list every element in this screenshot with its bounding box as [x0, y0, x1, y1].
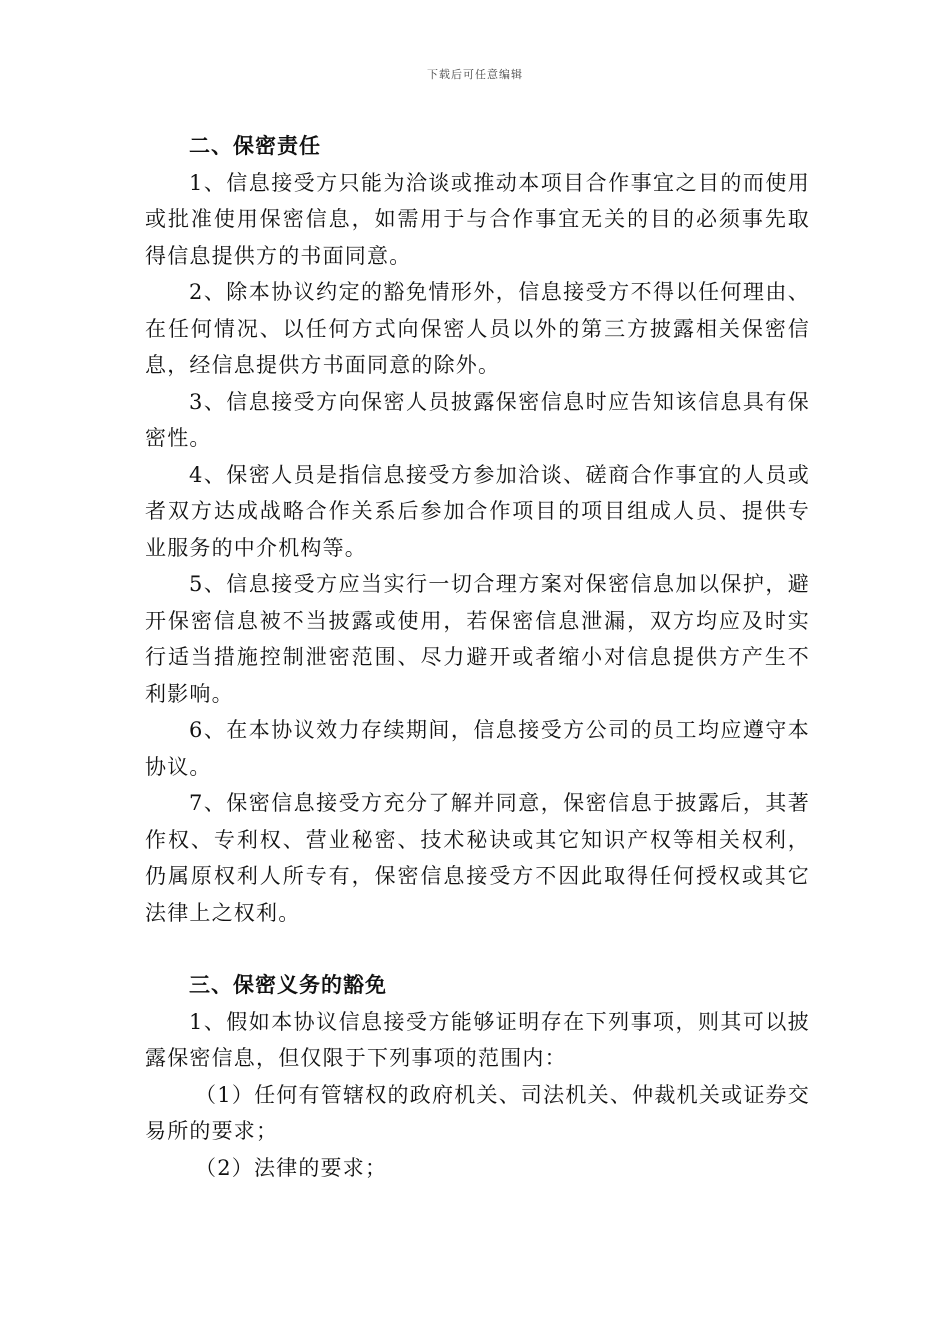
section-2-paragraph-4: 4、保密人员是指信息接受方参加洽谈、磋商合作事宜的人员或者双方达成战略合作关系后参加合作项目的项目组成人员、提供专业服务的中介机构等。: [145, 462, 810, 560]
section-3-item-1: （1）任何有管辖权的政府机关、司法机关、仲裁机关或证券交易所的要求；: [145, 1082, 810, 1143]
section-3-title: 三、保密义务的豁免: [189, 972, 387, 997]
section-2-paragraph-3: 3、信息接受方向保密人员披露保密信息时应告知该信息具有保密性。: [145, 389, 810, 450]
section-spacer: [145, 931, 810, 967]
page-header-note: 下载后可任意编辑: [427, 68, 523, 81]
section-2-paragraph-5: 5、信息接受方应当实行一切合理方案对保密信息加以保护，避开保密信息被不当披露或使用，若保密信息泄漏，双方均应及时实行适当措施控制泄密范围、尽力避开或者缩小对信息提供方产生不利影响。: [145, 572, 810, 706]
section-3-paragraph-1: 1、假如本协议信息接受方能够证明存在下列事项，则其可以披露保密信息，但仅限于下列事项的范围内：: [145, 1009, 810, 1070]
section-2-title: 二、保密责任: [189, 133, 321, 158]
document-body: [145, 128, 810, 1186]
section-2-paragraph-2: 2、除本协议约定的豁免情形外，信息接受方不得以任何理由、在任何情况、以任何方式向保密人员以外的第三方披露相关保密信息，经信息提供方书面同意的除外。: [145, 280, 810, 377]
section-3-item-2: （2）法律的要求；: [195, 1155, 388, 1180]
section-2-paragraph-6: 6、在本协议效力存续期间，信息接受方公司的员工均应遵守本协议。: [145, 718, 810, 779]
section-2-paragraph-7: 7、保密信息接受方充分了解并同意，保密信息于披露后，其著作权、专利权、营业秘密、技术秘诀或其它知识产权等相关权利，仍属原权利人所专有，保密信息接受方不因此取得任何授权或其它法律上之权利。: [145, 791, 810, 925]
section-2-paragraph-1: 1、信息接受方只能为洽谈或推动本项目合作事宜之目的而使用或批准使用保密信息，如需用于与合作事宜无关的目的必须事先取得信息提供方的书面同意。: [145, 170, 810, 268]
